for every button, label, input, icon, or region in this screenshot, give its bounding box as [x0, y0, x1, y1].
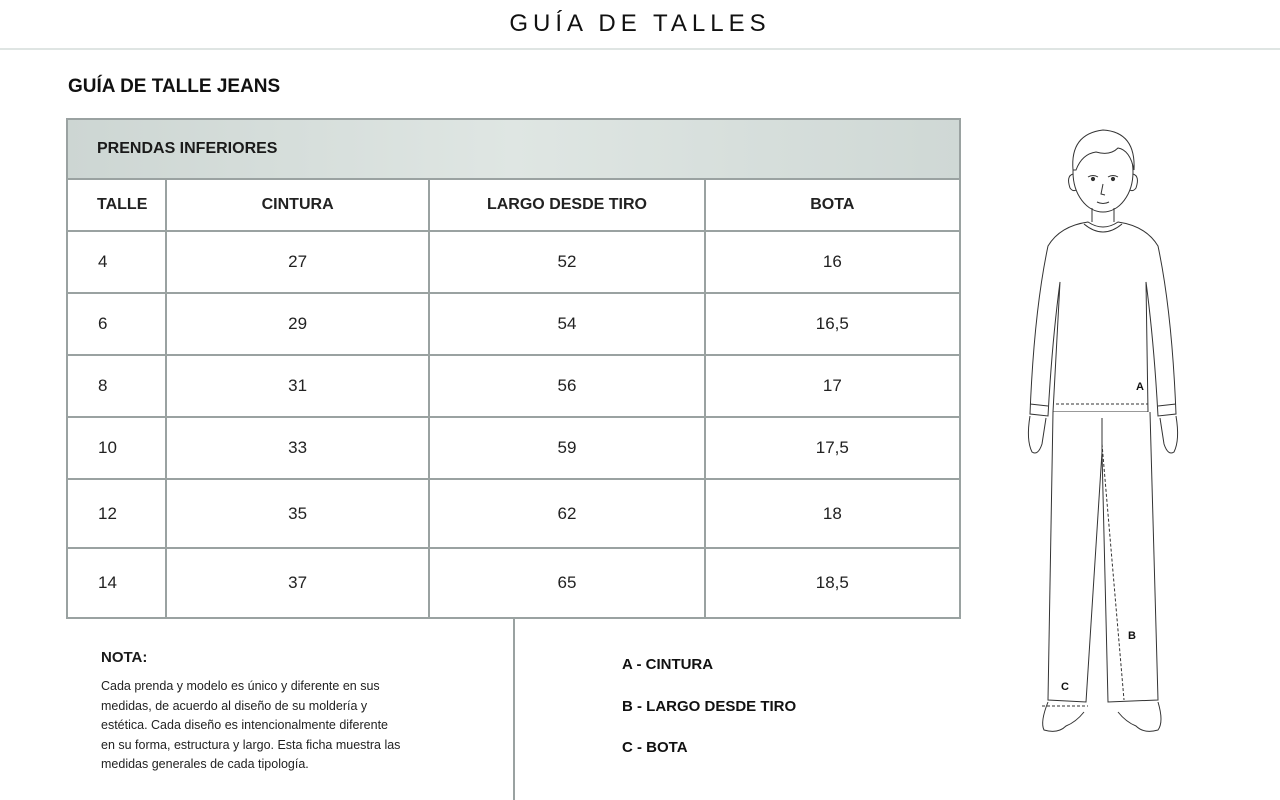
- table-row: [67, 417, 960, 479]
- cell-talle: 12: [67, 479, 166, 548]
- table-header-row: [67, 179, 960, 231]
- note-title: NOTA:: [101, 649, 148, 666]
- cell-bota: 16: [705, 231, 960, 293]
- legend-item-b: B - LARGO DESDE TIRO: [622, 697, 797, 715]
- cell-largo: 52: [429, 231, 704, 293]
- cell-largo: 54: [429, 293, 704, 355]
- cell-cintura: 29: [166, 293, 429, 355]
- table-banner-row: [67, 119, 960, 179]
- cell-bota: 16,5: [705, 293, 960, 355]
- note-text: Cada prenda y modelo es único y diferente en sus medidas, de acuerdo al diseño de su moldería y estética. Cada diseño es intencionalmente diferente en su forma, estructura y largo. Esta ficha muestra las medidas generales de cada tipología.: [101, 679, 401, 771]
- cell-bota: 17: [705, 355, 960, 417]
- table-banner: PRENDAS INFERIORES: [67, 119, 960, 179]
- cell-talle: 4: [67, 231, 166, 293]
- cell-cintura: 31: [166, 355, 429, 417]
- cell-largo: 65: [429, 548, 704, 618]
- column-header-cintura: CINTURA: [166, 179, 429, 231]
- column-header-talle: TALLE: [67, 179, 166, 231]
- table-row: [67, 231, 960, 293]
- cell-talle: 14: [67, 548, 166, 618]
- cell-talle: 8: [67, 355, 166, 417]
- table-row: [67, 479, 960, 548]
- figure-label-a: A: [1136, 381, 1144, 393]
- figure-label-c: C: [1061, 681, 1069, 693]
- cell-cintura: 33: [166, 417, 429, 479]
- cell-talle: 10: [67, 417, 166, 479]
- cell-bota: 18,5: [705, 548, 960, 618]
- figure-label-b: B: [1128, 630, 1136, 642]
- vertical-divider: [513, 618, 515, 800]
- cell-talle: 6: [67, 293, 166, 355]
- cell-bota: 17,5: [705, 417, 960, 479]
- table-row: [67, 355, 960, 417]
- measurement-legend: [622, 656, 796, 781]
- page-header: [0, 0, 1280, 50]
- legend-item-a: A - CINTURA: [622, 656, 714, 673]
- legend-item-c: C - BOTA: [622, 739, 688, 756]
- child-figure-icon: [1018, 122, 1188, 737]
- cell-largo: 56: [429, 355, 704, 417]
- cell-bota: 18: [705, 479, 960, 548]
- column-header-bota: BOTA: [705, 179, 960, 231]
- cell-cintura: 37: [166, 548, 429, 618]
- cell-cintura: 35: [166, 479, 429, 548]
- size-table: [66, 118, 961, 619]
- cell-largo: 62: [429, 479, 704, 548]
- column-header-largo: LARGO DESDE TIRO: [429, 179, 704, 231]
- page-title: GUÍA DE TALLES: [509, 10, 771, 37]
- table-row: [67, 548, 960, 618]
- table-row: [67, 293, 960, 355]
- section-title: GUÍA DE TALLE JEANS: [68, 76, 281, 97]
- cell-largo: 59: [429, 417, 704, 479]
- child-figure-illustration: [1018, 122, 1188, 737]
- cell-cintura: 27: [166, 231, 429, 293]
